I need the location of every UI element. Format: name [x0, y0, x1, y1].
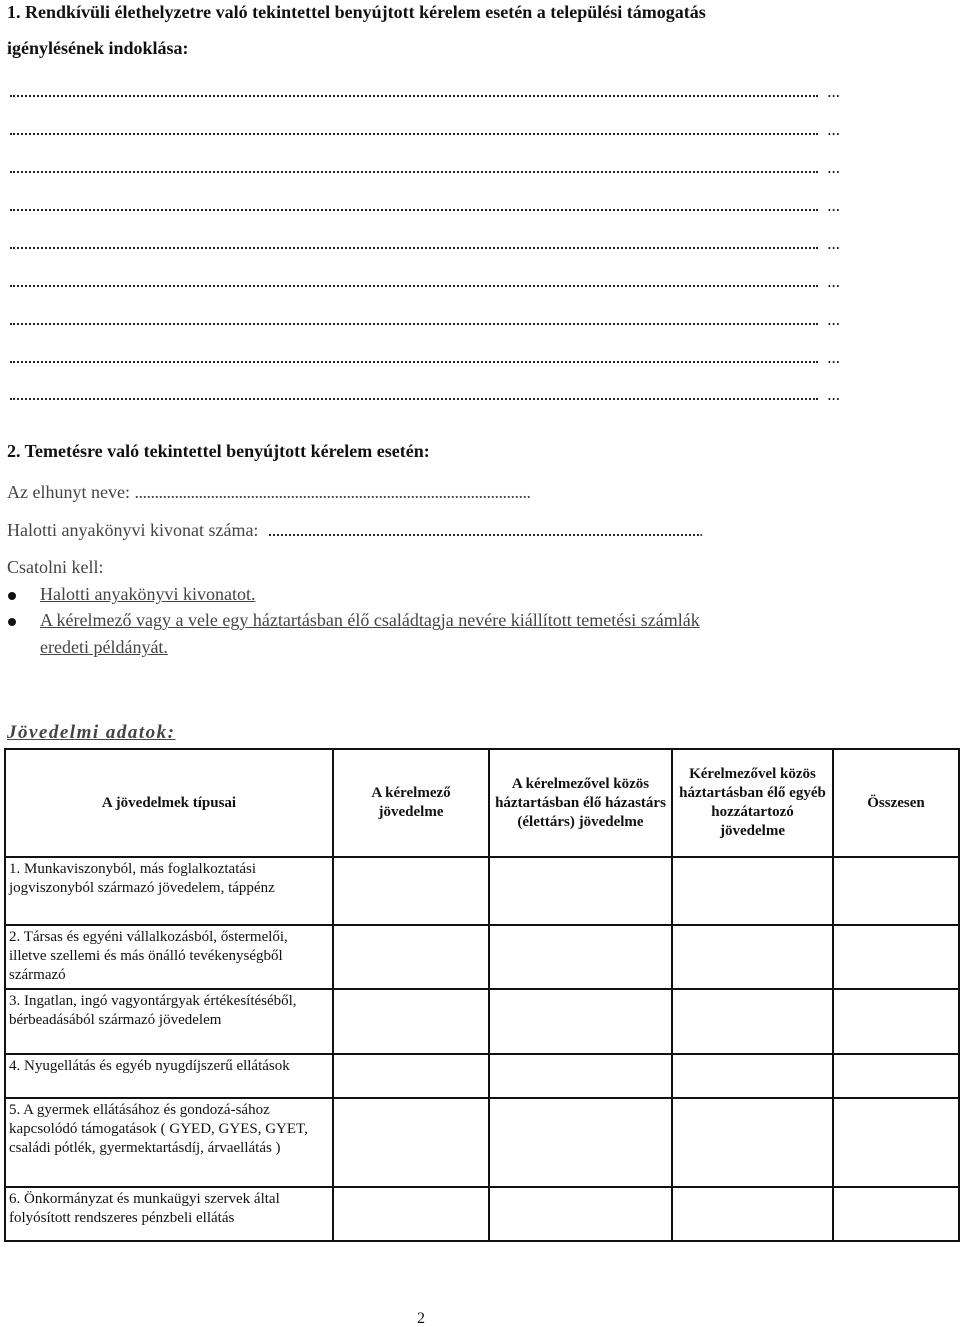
input-cell[interactable] [333, 857, 489, 925]
input-cell[interactable] [833, 1187, 959, 1241]
table-row [5, 989, 959, 1054]
section1-title-line2: igénylésének indoklása: [7, 38, 189, 58]
dotted-line[interactable]: ... [10, 159, 840, 177]
header-relative-income: Kérelmezővel közös háztartásban élő egyéb hozzátartozó jövedelme [672, 749, 833, 857]
dotted-line[interactable]: ... [10, 235, 840, 253]
input-cell[interactable] [833, 1054, 959, 1098]
input-cell[interactable] [672, 989, 833, 1054]
income-type-label: 4. Nyugellátás és egyéb nyugdíjszerű ellátások [5, 1054, 333, 1098]
table-row [5, 1054, 959, 1098]
income-type-label: 3. Ingatlan, ingó vagyontárgyak értékesítéséből, bérbeadásából származó jövedelem [5, 989, 333, 1054]
income-type-label: 2. Társas és egyéni vállalkozásból, őstermelői, illetve szellemi és más önálló tevékenységből származó [5, 925, 333, 989]
dotted-line[interactable]: ... [10, 197, 840, 215]
bullet-icon [8, 618, 16, 626]
input-cell[interactable] [489, 1054, 672, 1098]
header-income-types: A jövedelmek típusai [5, 749, 333, 857]
input-cell[interactable] [672, 925, 833, 989]
table-row [5, 1098, 959, 1187]
section1-title-line1: 1. Rendkívüli élethelyzetre való tekintettel benyújtott kérelem esetén a települési támogatás [7, 2, 706, 22]
input-cell[interactable] [833, 925, 959, 989]
input-cell[interactable] [833, 857, 959, 925]
income-heading: Jövedelmi adatok: [7, 722, 176, 743]
input-cell[interactable] [333, 1054, 489, 1098]
header-total: Összesen [833, 749, 959, 857]
income-type-label: 5. A gyermek ellátásához és gondozá-sához kapcsolódó támogatások ( GYED, GYES, GYET, családi pótlék, gyermektartásdíj, árvaellátás ) [5, 1098, 333, 1187]
input-cell[interactable] [489, 925, 672, 989]
input-cell[interactable] [833, 1098, 959, 1187]
table-row [5, 925, 959, 989]
input-cell[interactable] [672, 1187, 833, 1241]
input-cell[interactable] [333, 989, 489, 1054]
certificate-number-field[interactable] [269, 534, 699, 536]
input-cell[interactable] [489, 989, 672, 1054]
attach-label: Csatolni kell: [7, 557, 104, 577]
table-row [5, 857, 959, 925]
input-cell[interactable] [333, 925, 489, 989]
input-cell[interactable] [833, 989, 959, 1054]
input-cell[interactable] [672, 1098, 833, 1187]
income-table [4, 748, 960, 1242]
dotted-line[interactable]: ... [10, 386, 840, 404]
section2-title: 2. Temetésre való tekintettel benyújtott kérelem esetén: [7, 441, 430, 461]
dotted-line[interactable]: ... [10, 83, 840, 101]
header-applicant-income: A kérelmező jövedelme [333, 749, 489, 857]
page-number: 2 [417, 1310, 425, 1327]
dotted-line[interactable]: ... [10, 273, 840, 291]
table-row [5, 1187, 959, 1241]
dotted-line[interactable]: ... [10, 349, 840, 367]
income-table-header [5, 749, 959, 857]
dotted-line[interactable]: ... [10, 311, 840, 329]
input-cell[interactable] [672, 857, 833, 925]
input-cell[interactable] [333, 1098, 489, 1187]
attachment-item-invoices-cont: eredeti példányát. [40, 637, 168, 657]
attachment-item-invoices: A kérelmező vagy a vele egy háztartásban élő családtagja nevére kiállított temetési számlák [40, 610, 700, 630]
bullet-icon [8, 592, 16, 600]
header-spouse-income: A kérelmezővel közös háztartásban élő házastárs (élettárs) jövedelme [489, 749, 672, 857]
input-cell[interactable] [489, 1098, 672, 1187]
certificate-number-row: Halotti anyakönyvi kivonat száma: . [7, 520, 704, 540]
income-type-label: 1. Munkaviszonyból, más foglalkoztatási jogviszonyból származó jövedelem, táppénz [5, 857, 333, 925]
dotted-line[interactable]: ... [10, 121, 840, 139]
input-cell[interactable] [489, 857, 672, 925]
attachment-item-certificate: Halotti anyakönyvi kivonatot. [40, 584, 256, 604]
deceased-name-row [7, 482, 530, 503]
certificate-number-label: Halotti anyakönyvi kivonat száma: [7, 520, 259, 540]
input-cell[interactable] [672, 1054, 833, 1098]
input-cell[interactable] [489, 1187, 672, 1241]
input-cell[interactable] [333, 1187, 489, 1241]
income-type-label: 6. Önkormányzat és munkaügyi szervek által folyósított rendszeres pénzbeli ellátás [5, 1187, 333, 1241]
deceased-name-label: Az elhunyt neve: [7, 482, 130, 502]
deceased-name-field[interactable]: ................................................................................................... [134, 482, 531, 502]
